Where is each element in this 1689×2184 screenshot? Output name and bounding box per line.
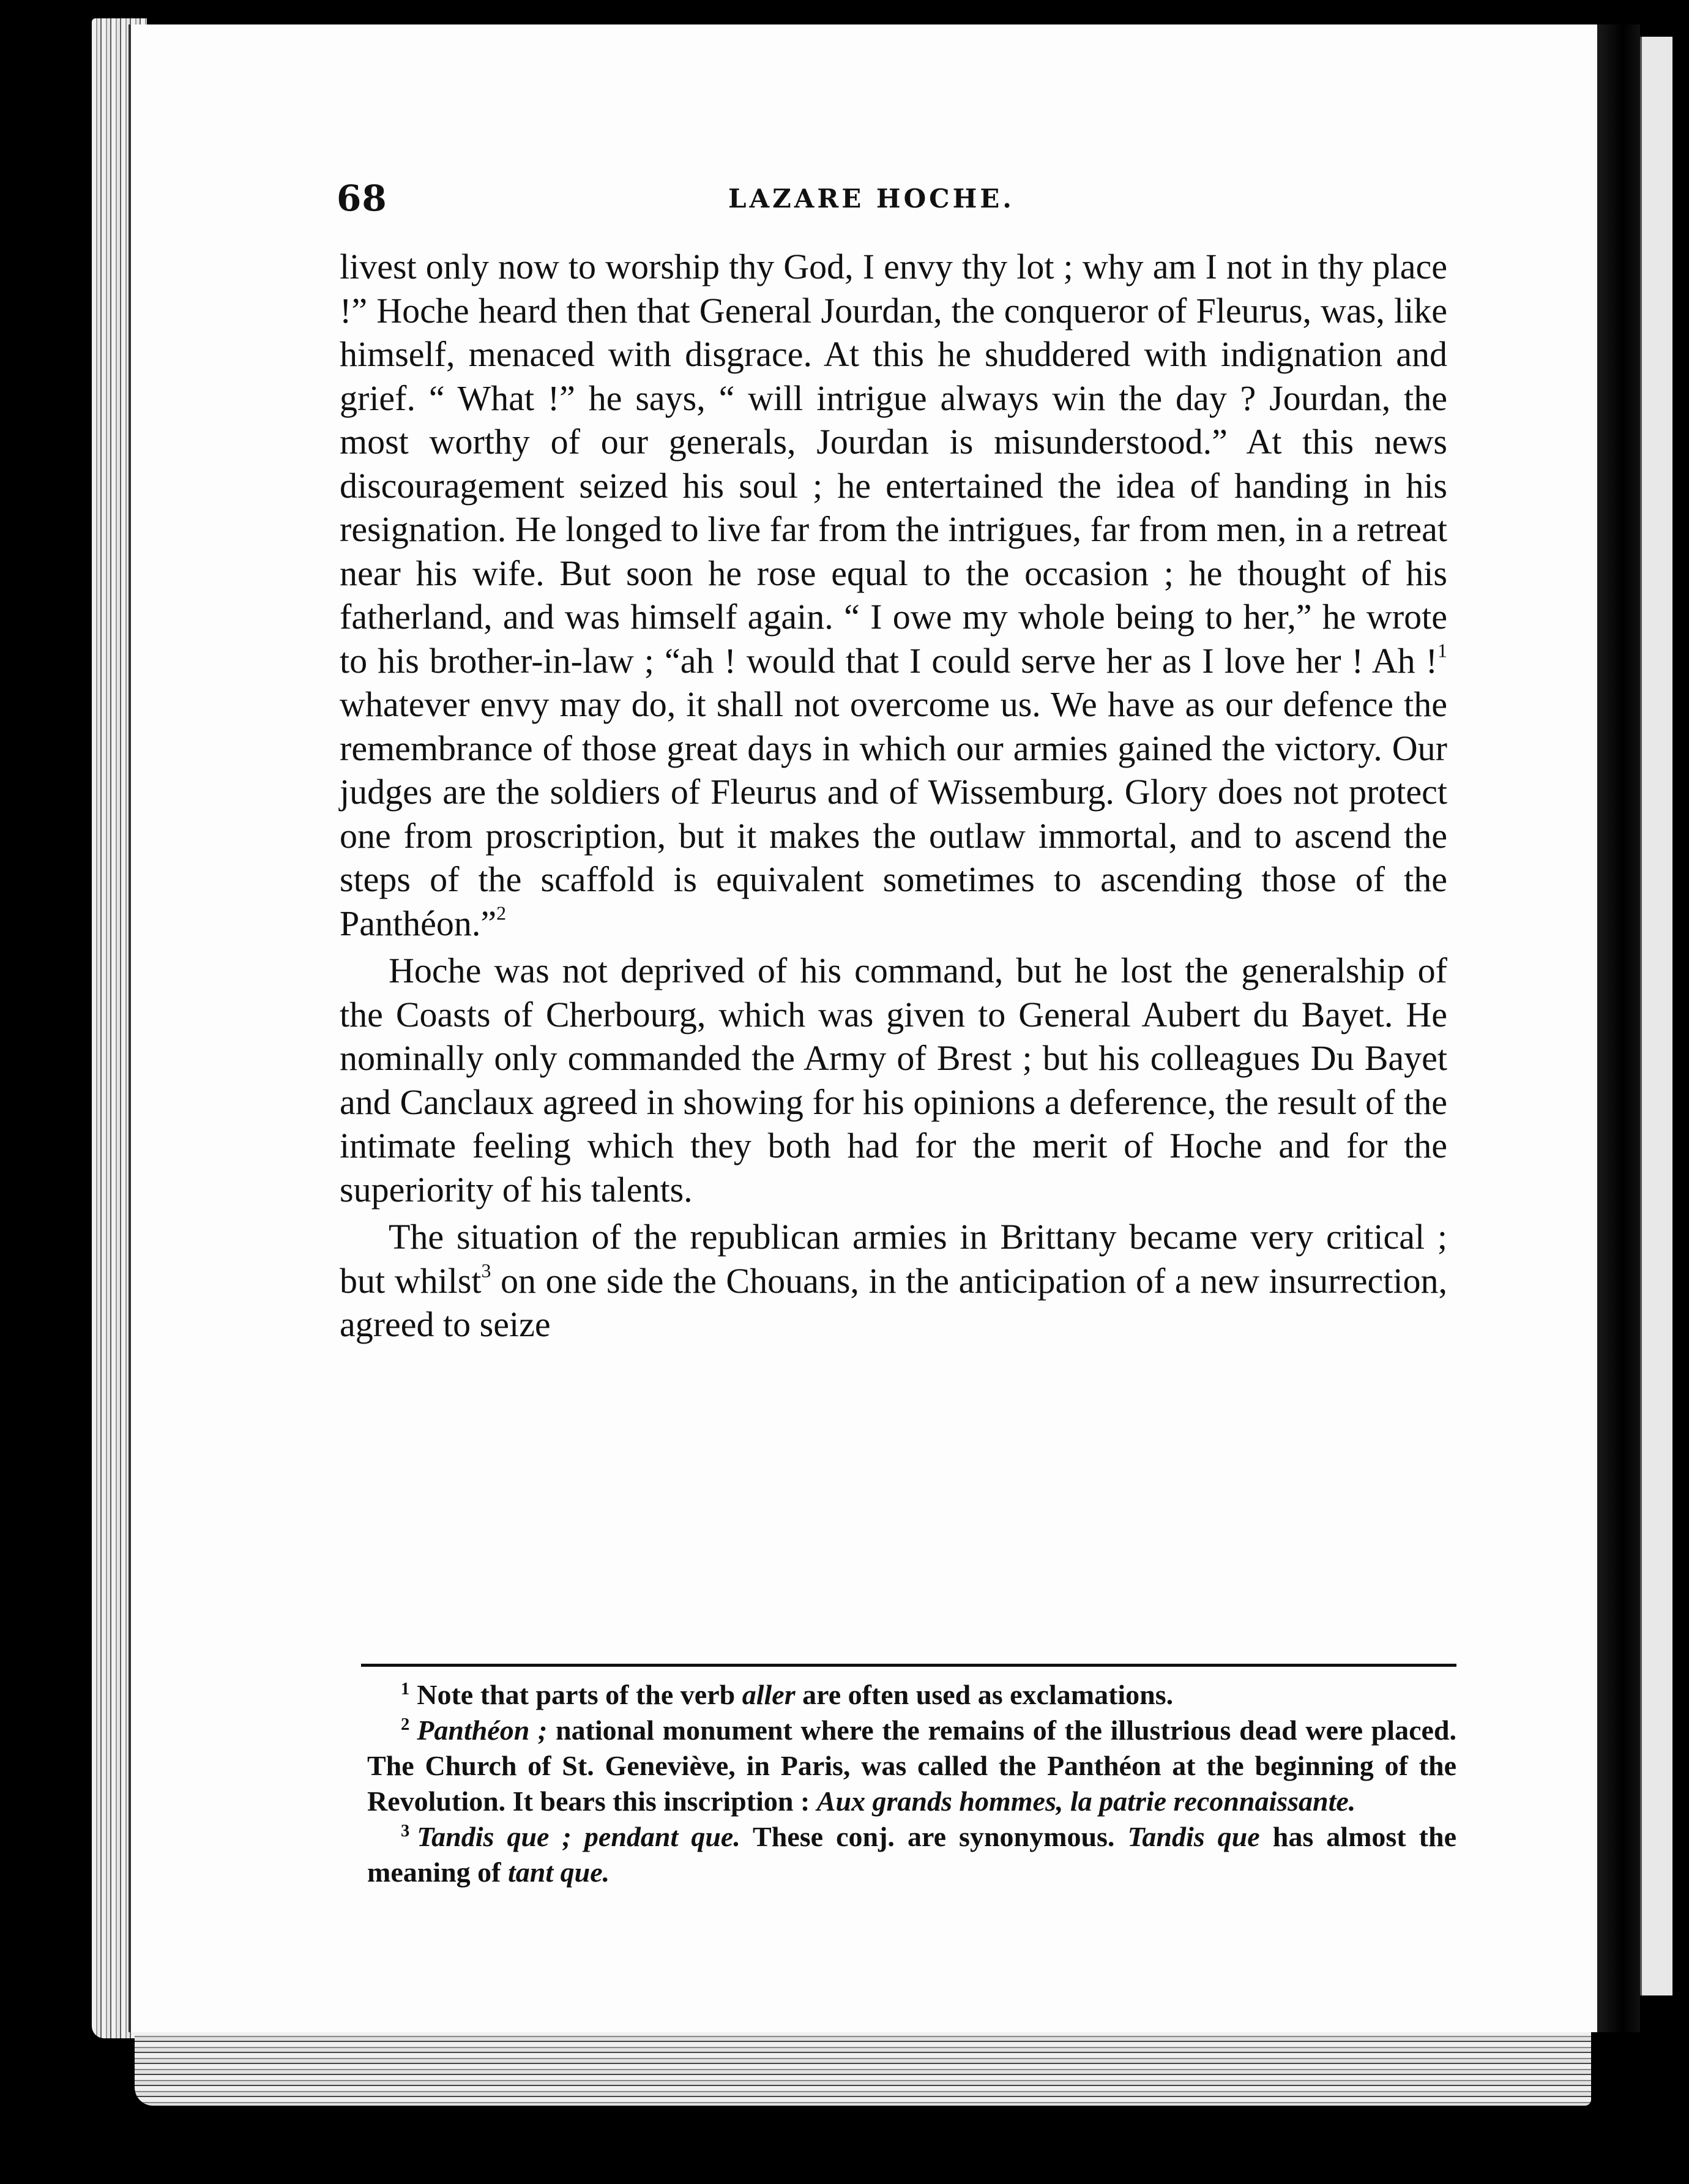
footnote-1-text-b: are often used as exclamations. [795,1679,1174,1710]
paragraph-1-text-a: livest only now to worship thy God, I envy thy lot ; why am I not in thy place !” Hoche heard then that General Jourdan, the conqueror of Fleurus, was, like himself, menaced with disgrace. At this he shuddered with indignation and grief. “ What !” he says, “ will intrigue always win the day ? Jourdan, the most worthy of our generals, Jourdan is misunderstood.” At this news discouragement seized his soul ; he entertained the idea of handing in his resignation. He longed to live far from the intrigues, far from men, in a retreat near his wife. But soon he rose equal to the occasion ; he thought of his fatherland, and was himself again. “ I owe my whole being to her,” he wrote to his brother-in-law ; “ah ! would that I could serve her as I love her ! Ah ! [340,247,1447,681]
footnote-2-italic-term: Panthéon ; [417,1715,548,1746]
footnote-divider [361,1664,1456,1667]
footnote-3-italic-term: Tandis que [1127,1821,1260,1852]
footnote-ref-1: 1 [1437,639,1447,661]
bottom-page-edges [135,2020,1591,2106]
footnote-1 [367,1677,1456,1713]
footnote-3-italic-terms: Tandis que ; pendant que. [417,1821,740,1852]
footnote-ref-3: 3 [481,1259,491,1281]
footnote-ref-2: 2 [496,902,507,924]
footnote-1-number: 1 [401,1680,410,1699]
footnote-2-inscription: Aux grands hommes, la patrie reconnaissante. [816,1786,1356,1817]
body-text [340,245,1447,1347]
footnote-3-number: 3 [401,1822,410,1841]
footnotes [367,1677,1456,1890]
paragraph-1 [340,245,1447,945]
paragraph-3-text-b: on one side the Chouans, in the anticipation of a new insurrection, agreed to seize [340,1260,1447,1344]
footnote-3-text-b: has almost the meaning of [367,1821,1456,1888]
running-head: LAZARE HOCHE. [728,184,1015,214]
paragraph-3-text-a: The situation of the republican armies in Brittany became very critical ; but whilst [340,1217,1447,1301]
footnote-1-italic: aller [742,1679,796,1710]
right-gutter [1597,24,1640,2032]
footnote-1-text-a: Note that parts of the verb [417,1679,742,1710]
paragraph-3 [340,1215,1447,1347]
footnote-2-text: national monument where the remains of the illustrious dead were placed. The Church of St. Geneviève, in Paris, was called the Panthéon at the beginning of the Revolution. It bears this inscription : [367,1715,1456,1817]
next-page-sliver [1640,37,1672,1995]
paragraph-1-text-b: whatever envy may do, it shall not overcome us. We have as our defence the remembrance of those great days in which our armies gained the victory. Our judges are the soldiers of Fleurus and of Wissemburg. Glory does not protect one from proscription, but it makes the outlaw immortal, and to ascend the steps of the scaffold is equivalent sometimes to ascending those of the Panthéon.” [340,684,1447,943]
footnote-3-text-a: These conj. are synonymous. [740,1821,1128,1852]
paragraph-2: Hoche was not deprived of his command, but he lost the generalship of the Coasts of Cherbourg, which was given to General Aubert du Bayet. He nominally only commanded the Army of Brest ; but his colleagues Du Bayet and Canclaux agreed in showing for his opinions a deference, the result of the intimate feeling which they both had for the merit of Hoche and for the superiority of his talents. [340,951,1447,1210]
page-header [337,178,1530,233]
footnote-3-italic-end: tant que. [508,1857,610,1888]
page-number: 68 [337,178,387,219]
footnote-3 [367,1819,1456,1890]
footnote-2 [367,1713,1456,1819]
footnote-2-number: 2 [401,1715,410,1735]
